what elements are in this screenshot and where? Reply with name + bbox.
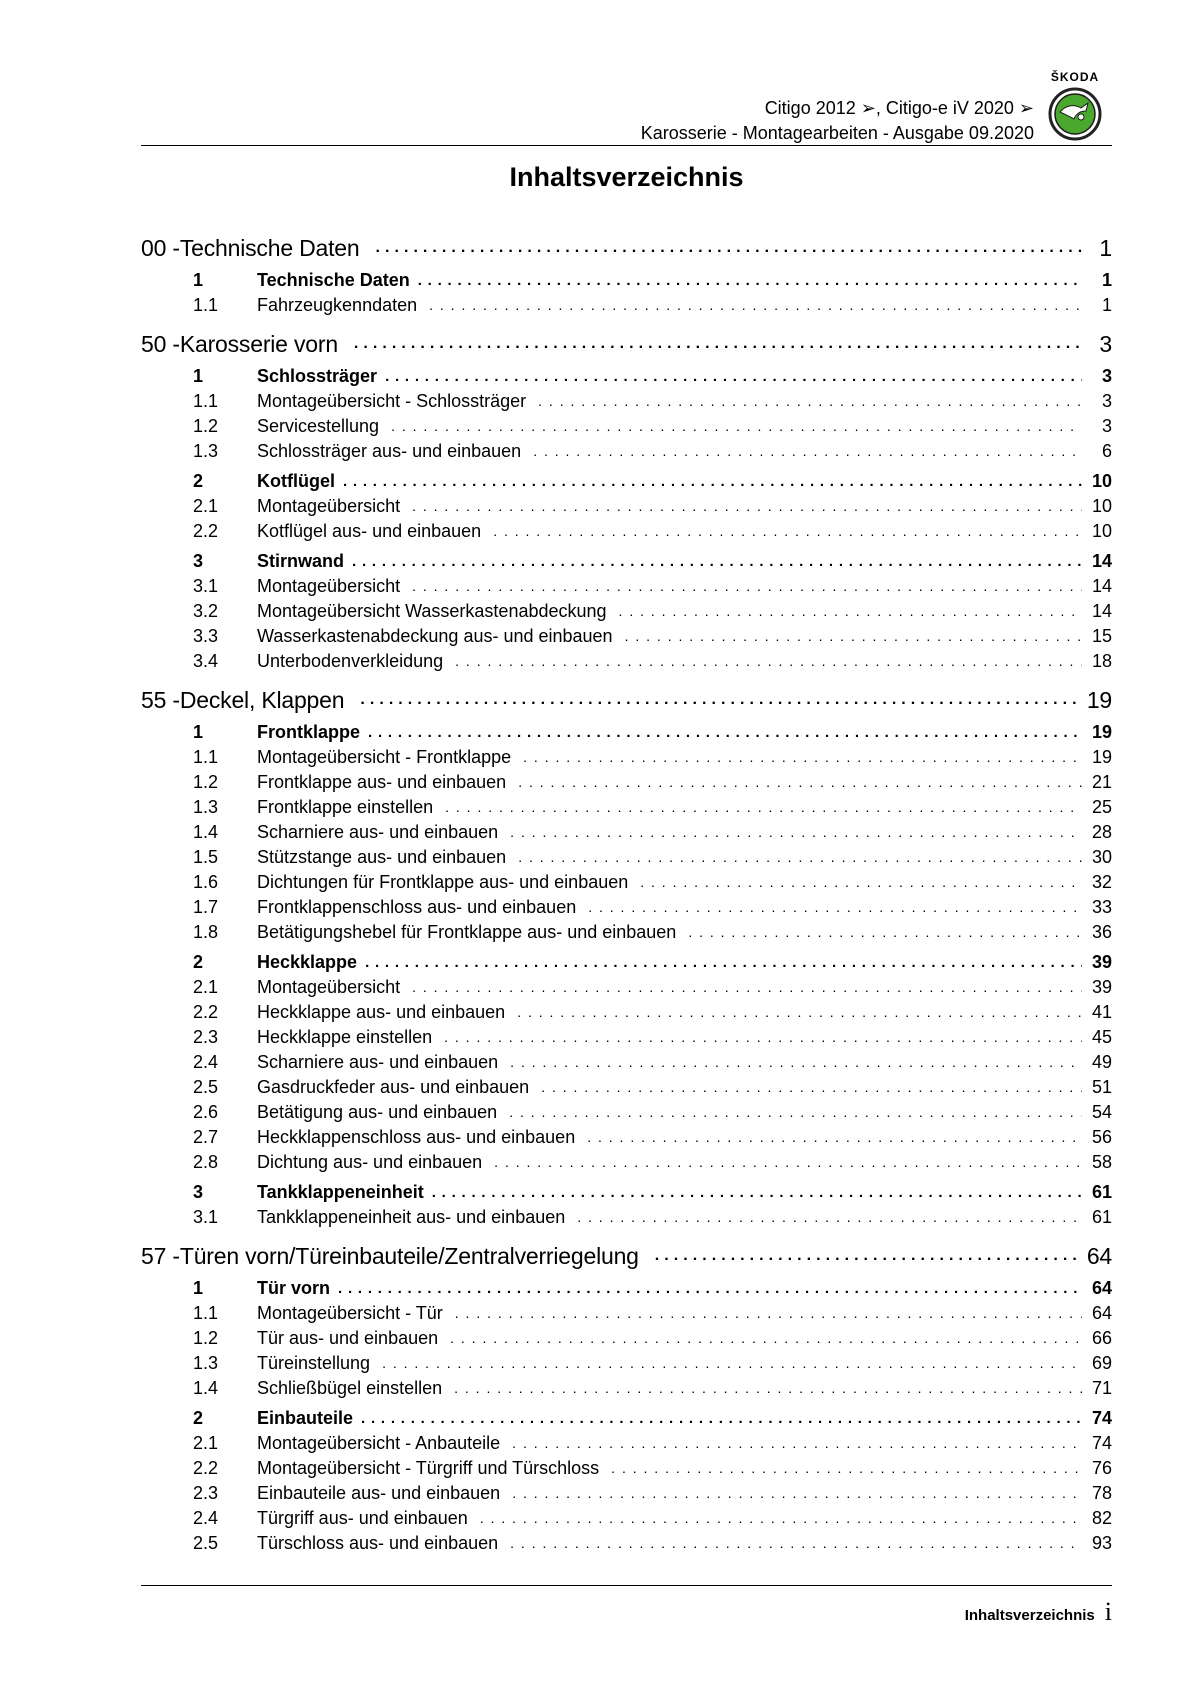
toc-entry-title: Technische Daten — [179, 235, 360, 261]
toc-entry-number: 2.4 — [193, 1508, 219, 1528]
toc-entry-page: 32 — [1091, 872, 1112, 892]
toc-entry-number: 1.5 — [193, 847, 219, 867]
toc-section[interactable] — [141, 268, 1112, 293]
toc-entry-number: 2.3 — [193, 1483, 219, 1503]
toc-section[interactable] — [141, 1276, 1112, 1301]
toc-entry-number: 50 - — [141, 331, 180, 357]
toc-entry-page: 49 — [1091, 1052, 1112, 1072]
toc-section[interactable] — [141, 950, 1112, 975]
toc-entry-number: 00 - — [141, 235, 180, 261]
toc-subsection[interactable] — [141, 1125, 1112, 1150]
toc-entry-title: Deckel, Klappen — [179, 687, 345, 713]
brand-wordmark: ŠKODA — [1050, 70, 1100, 84]
toc-entry-title: Einbauteile — [257, 1408, 354, 1428]
toc-leader-dots — [360, 720, 1082, 745]
toc-entry-page: 51 — [1091, 1077, 1112, 1097]
toc-chapter[interactable] — [141, 228, 1112, 268]
header-vehicle-line: Citigo 2012 ➢, Citigo-e iV 2020 ➢ — [764, 98, 1034, 118]
toc-leader-dots — [433, 795, 1082, 820]
toc-entry-title: Kotflügel aus- und einbauen — [257, 521, 482, 541]
toc-subsection[interactable] — [141, 624, 1112, 649]
toc-leader-dots — [505, 1000, 1082, 1025]
toc-entry-title: Türen vorn/Türeinbauteile/Zentralverriegelung — [179, 1243, 639, 1269]
toc-subsection[interactable] — [141, 820, 1112, 845]
toc-entry-title: Montageübersicht — [257, 576, 401, 596]
toc-subsection[interactable] — [141, 1481, 1112, 1506]
toc-entry-page: 28 — [1091, 822, 1112, 842]
toc-leader-dots — [353, 1406, 1082, 1431]
header-manual-line: Karosserie - Montagearbeiten - Ausgabe 09.2020 — [640, 123, 1034, 143]
toc-subsection[interactable] — [141, 1025, 1112, 1050]
toc-leader-dots — [432, 1025, 1082, 1050]
toc-entry-number: 2.3 — [193, 1027, 219, 1047]
toc-entry-page: 54 — [1091, 1102, 1112, 1122]
toc-entry-page: 19 — [1086, 687, 1112, 713]
toc-subsection[interactable] — [141, 1431, 1112, 1456]
toc-entry-page: 74 — [1091, 1408, 1112, 1428]
toc-entry-number: 2 — [193, 1408, 204, 1428]
toc-entry-number: 57 - — [141, 1243, 180, 1269]
toc-entry-number: 3.1 — [193, 576, 219, 596]
toc-leader-dots — [359, 228, 1082, 268]
toc-entry-title: Montageübersicht — [257, 496, 401, 516]
toc-subsection[interactable] — [141, 439, 1112, 464]
toc-section[interactable] — [141, 720, 1112, 745]
toc-subsection[interactable] — [141, 1531, 1112, 1556]
toc-entry-page: 61 — [1091, 1182, 1112, 1202]
toc-leader-dots — [521, 439, 1082, 464]
toc-entry-page: 78 — [1091, 1483, 1112, 1503]
toc-entry-title: Unterbodenverkleidung — [257, 651, 444, 671]
toc-entry-number: 3.4 — [193, 651, 219, 671]
toc-entry-number: 2.5 — [193, 1533, 219, 1553]
toc-subsection[interactable] — [141, 845, 1112, 870]
toc-entry-page: 45 — [1091, 1027, 1112, 1047]
toc-subsection[interactable] — [141, 519, 1112, 544]
toc-entry-title: Scharniere aus- und einbauen — [257, 822, 499, 842]
toc-entry-number: 1.7 — [193, 897, 219, 917]
toc-subsection[interactable] — [141, 1050, 1112, 1075]
toc-leader-dots — [357, 950, 1082, 975]
toc-entry-title: Montageübersicht - Tür — [257, 1303, 443, 1323]
toc-leader-dots — [468, 1506, 1082, 1531]
toc-entry-page: 3 — [1101, 416, 1112, 436]
toc-subsection[interactable] — [141, 770, 1112, 795]
toc-entry-number: 2.4 — [193, 1052, 219, 1072]
toc-leader-dots — [506, 770, 1082, 795]
toc-entry-page: 82 — [1091, 1508, 1112, 1528]
toc-entry-title: Türgriff aus- und einbauen — [257, 1508, 468, 1528]
toc-leader-dots — [370, 1351, 1082, 1376]
toc-section[interactable] — [141, 469, 1112, 494]
toc-leader-dots — [379, 414, 1082, 439]
toc-entry-page: 39 — [1091, 977, 1112, 997]
toc-chapter[interactable] — [141, 324, 1112, 364]
toc-entry-page: 10 — [1091, 471, 1112, 491]
toc-subsection[interactable] — [141, 920, 1112, 945]
toc-entry-title: Dichtungen für Frontklappe aus- und einbauen — [257, 872, 629, 892]
toc-entry-page: 64 — [1091, 1303, 1112, 1323]
toc-chapter[interactable] — [141, 680, 1112, 720]
toc-entry-number: 3.2 — [193, 601, 219, 621]
toc-entry-page: 6 — [1101, 441, 1112, 461]
toc-subsection[interactable] — [141, 795, 1112, 820]
toc-subsection[interactable] — [141, 1376, 1112, 1401]
toc-entry-title: Frontklappe einstellen — [257, 797, 434, 817]
toc-leader-dots — [500, 1431, 1082, 1456]
toc-entry-page: 61 — [1091, 1207, 1112, 1227]
toc-leader-dots — [498, 1050, 1082, 1075]
footer-rule — [141, 1585, 1112, 1586]
toc-entry-title: Karosserie vorn — [179, 331, 338, 357]
toc-leader-dots — [565, 1205, 1082, 1230]
toc-leader-dots — [443, 1301, 1082, 1326]
toc-subsection[interactable] — [141, 1326, 1112, 1351]
toc-entry-page: 10 — [1091, 496, 1112, 516]
toc-entry-title: Schlossträger aus- und einbauen — [257, 441, 522, 461]
toc-entry-number: 2.7 — [193, 1127, 219, 1147]
toc-entry-page: 1 — [1101, 295, 1112, 315]
toc-leader-dots — [338, 324, 1082, 364]
toc-subsection[interactable] — [141, 1301, 1112, 1326]
toc-entry-title: Heckklappe — [257, 952, 358, 972]
toc-entry-page: 33 — [1091, 897, 1112, 917]
toc-leader-dots — [575, 1125, 1082, 1150]
toc-entry-title: Montageübersicht — [257, 977, 401, 997]
toc-leader-dots — [400, 494, 1082, 519]
toc-entry-title: Schlossträger — [257, 366, 378, 386]
toc-subsection[interactable] — [141, 1000, 1112, 1025]
toc-entry-page: 1 — [1101, 270, 1112, 290]
toc-entry-page: 1 — [1099, 235, 1112, 261]
toc-leader-dots — [481, 519, 1082, 544]
table-of-contents — [141, 228, 1112, 1556]
toc-leader-dots — [529, 1075, 1082, 1100]
toc-entry-page: 19 — [1091, 722, 1112, 742]
toc-leader-dots — [344, 680, 1082, 720]
toc-entry-number: 2.8 — [193, 1152, 219, 1172]
toc-entry-title: Technische Daten — [257, 270, 410, 290]
toc-subsection[interactable] — [141, 745, 1112, 770]
toc-entry-page: 15 — [1091, 626, 1112, 646]
toc-entry-number: 1.1 — [193, 295, 219, 315]
toc-entry-title: Montageübersicht - Frontklappe — [257, 747, 512, 767]
toc-entry-number: 1 — [193, 366, 204, 386]
toc-subsection[interactable] — [141, 1205, 1112, 1230]
toc-subsection[interactable] — [141, 574, 1112, 599]
toc-entry-title: Frontklappe aus- und einbauen — [257, 772, 507, 792]
toc-entry-number: 1.2 — [193, 1328, 219, 1348]
toc-entry-number: 1.4 — [193, 1378, 219, 1398]
toc-subsection[interactable] — [141, 1075, 1112, 1100]
toc-leader-dots — [628, 870, 1082, 895]
toc-entry-number: 1.4 — [193, 822, 219, 842]
toc-subsection[interactable] — [141, 414, 1112, 439]
toc-entry-page: 71 — [1091, 1378, 1112, 1398]
toc-leader-dots — [377, 364, 1082, 389]
toc-leader-dots — [639, 1236, 1082, 1276]
toc-leader-dots — [330, 1276, 1082, 1301]
toc-entry-title: Scharniere aus- und einbauen — [257, 1052, 499, 1072]
toc-section[interactable] — [141, 1406, 1112, 1431]
toc-entry-title: Betätigung aus- und einbauen — [257, 1102, 498, 1122]
toc-entry-page: 30 — [1091, 847, 1112, 867]
toc-entry-title: Heckklappenschloss aus- und einbauen — [257, 1127, 576, 1147]
toc-entry-number: 2.5 — [193, 1077, 219, 1097]
footer-label: Inhaltsverzeichnis — [964, 1607, 1095, 1624]
toc-entry-title: Stützstange aus- und einbauen — [257, 847, 507, 867]
toc-entry-number: 2.2 — [193, 521, 219, 541]
toc-entry-title: Montageübersicht - Türgriff und Türschloss — [257, 1458, 600, 1478]
toc-leader-dots — [417, 293, 1082, 318]
toc-leader-dots — [442, 1376, 1082, 1401]
toc-entry-title: Montageübersicht - Schlossträger — [257, 391, 527, 411]
toc-entry-number: 2.1 — [193, 1433, 219, 1453]
page-title: Inhaltsverzeichnis — [509, 162, 744, 192]
toc-entry-page: 66 — [1091, 1328, 1112, 1348]
toc-entry-number: 2.6 — [193, 1102, 219, 1122]
toc-leader-dots — [344, 549, 1082, 574]
toc-entry-number: 2.1 — [193, 977, 219, 997]
page-header — [141, 66, 1112, 146]
toc-section[interactable] — [141, 549, 1112, 574]
toc-subsection[interactable] — [141, 895, 1112, 920]
toc-leader-dots — [497, 1100, 1082, 1125]
toc-leader-dots — [443, 649, 1082, 674]
toc-leader-dots — [676, 920, 1082, 945]
toc-entry-title: Heckklappe aus- und einbauen — [257, 1002, 506, 1022]
toc-entry-number: 1.2 — [193, 416, 219, 436]
toc-subsection[interactable] — [141, 599, 1112, 624]
header-text — [641, 96, 1034, 146]
toc-subsection[interactable] — [141, 1456, 1112, 1481]
toc-leader-dots — [400, 975, 1082, 1000]
toc-entry-title: Tür aus- und einbauen — [257, 1328, 439, 1348]
toc-entry-page: 58 — [1091, 1152, 1112, 1172]
toc-subsection[interactable] — [141, 1100, 1112, 1125]
toc-subsection[interactable] — [141, 1351, 1112, 1376]
toc-entry-page: 21 — [1091, 772, 1112, 792]
toc-entry-title: Dichtung aus- und einbauen — [257, 1152, 483, 1172]
toc-leader-dots — [576, 895, 1082, 920]
toc-subsection[interactable] — [141, 293, 1112, 318]
toc-entry-page: 76 — [1091, 1458, 1112, 1478]
toc-entry-title: Gasdruckfeder aus- und einbauen — [257, 1077, 530, 1097]
toc-entry-number: 2.2 — [193, 1002, 219, 1022]
toc-entry-number: 1 — [193, 270, 204, 290]
toc-entry-number: 1.6 — [193, 872, 219, 892]
toc-subsection[interactable] — [141, 975, 1112, 1000]
toc-leader-dots — [438, 1326, 1082, 1351]
toc-entry-number: 3 — [193, 1182, 204, 1202]
toc-entry-page: 10 — [1091, 521, 1112, 541]
toc-entry-page: 93 — [1091, 1533, 1112, 1553]
toc-entry-number: 3.1 — [193, 1207, 219, 1227]
toc-entry-page: 25 — [1091, 797, 1112, 817]
toc-leader-dots — [410, 268, 1082, 293]
toc-entry-number: 1.8 — [193, 922, 219, 942]
toc-entry-number: 1.3 — [193, 1353, 219, 1373]
toc-entry-title: Fahrzeugkenndaten — [257, 295, 418, 315]
page-footer — [965, 1597, 1112, 1627]
toc-entry-page: 39 — [1091, 952, 1112, 972]
toc-subsection[interactable] — [141, 870, 1112, 895]
toc-subsection[interactable] — [141, 389, 1112, 414]
toc-entry-title: Tankklappeneinheit — [257, 1182, 424, 1202]
toc-section[interactable] — [141, 1180, 1112, 1205]
header-rule — [141, 145, 1112, 146]
toc-entry-title: Schließbügel einstellen — [257, 1378, 443, 1398]
toc-chapter[interactable] — [141, 1236, 1112, 1276]
toc-leader-dots — [400, 574, 1082, 599]
toc-leader-dots — [482, 1150, 1082, 1175]
toc-entry-title: Tankklappeneinheit aus- und einbauen — [257, 1207, 566, 1227]
toc-entry-number: 1.1 — [193, 747, 219, 767]
toc-entry-page: 19 — [1091, 747, 1112, 767]
toc-entry-page: 18 — [1091, 651, 1112, 671]
brand-logo — [1043, 70, 1107, 141]
toc-entry-title: Tür vorn — [257, 1278, 331, 1298]
toc-entry-title: Wasserkastenabdeckung aus- und einbauen — [257, 626, 613, 646]
toc-entry-page: 41 — [1091, 1002, 1112, 1022]
toc-entry-title: Kotflügel — [257, 471, 335, 491]
toc-entry-page: 56 — [1091, 1127, 1112, 1147]
footer-page-number: i — [1104, 1597, 1112, 1626]
toc-entry-page: 14 — [1091, 576, 1112, 596]
toc-entry-number: 3 — [193, 551, 204, 571]
toc-entry-title: Einbauteile aus- und einbauen — [257, 1483, 501, 1503]
toc-leader-dots — [506, 845, 1082, 870]
toc-entry-title: Montageübersicht Wasserkastenabdeckung — [257, 601, 607, 621]
toc-leader-dots — [526, 389, 1082, 414]
toc-entry-number: 2 — [193, 952, 204, 972]
toc-entry-title: Montageübersicht - Anbauteile — [257, 1433, 501, 1453]
toc-entry-number: 1 — [193, 722, 204, 742]
toc-leader-dots — [335, 469, 1082, 494]
toc-leader-dots — [613, 624, 1082, 649]
toc-entry-title: Stirnwand — [257, 551, 345, 571]
toc-entry-page: 14 — [1091, 551, 1112, 571]
toc-entry-number: 55 - — [141, 687, 180, 713]
toc-entry-title: Türeinstellung — [257, 1353, 371, 1373]
toc-entry-title: Betätigungshebel für Frontklappe aus- und einbauen — [257, 922, 677, 942]
toc-entry-title: Frontklappe — [257, 722, 361, 742]
toc-subsection[interactable] — [141, 1506, 1112, 1531]
toc-entry-number: 2.2 — [193, 1458, 219, 1478]
toc-entry-page: 64 — [1086, 1243, 1112, 1269]
toc-entry-number: 1.1 — [193, 1303, 219, 1323]
toc-entry-page: 3 — [1101, 366, 1112, 386]
toc-entry-number: 2.1 — [193, 496, 219, 516]
toc-entry-title: Servicestellung — [257, 416, 380, 436]
toc-leader-dots — [498, 1531, 1082, 1556]
toc-leader-dots — [500, 1481, 1082, 1506]
toc-entry-number: 1.3 — [193, 797, 219, 817]
toc-leader-dots — [498, 820, 1082, 845]
toc-leader-dots — [599, 1456, 1082, 1481]
toc-entry-title: Türschloss aus- und einbauen — [257, 1533, 499, 1553]
toc-entry-number: 1.1 — [193, 391, 219, 411]
toc-entry-number: 1 — [193, 1278, 204, 1298]
toc-subsection[interactable] — [141, 1150, 1112, 1175]
toc-leader-dots — [424, 1180, 1082, 1205]
toc-entry-title: Frontklappenschloss aus- und einbauen — [257, 897, 577, 917]
toc-entry-number: 3.3 — [193, 626, 219, 646]
toc-entry-page: 3 — [1101, 391, 1112, 411]
toc-entry-page: 36 — [1091, 922, 1112, 942]
toc-entry-page: 3 — [1099, 331, 1112, 357]
toc-entry-number: 1.2 — [193, 772, 219, 792]
toc-subsection[interactable] — [141, 649, 1112, 674]
toc-entry-page: 69 — [1091, 1353, 1112, 1373]
toc-entry-page: 14 — [1091, 601, 1112, 621]
toc-entry-page: 74 — [1091, 1433, 1112, 1453]
toc-section[interactable] — [141, 364, 1112, 389]
skoda-logo-icon — [1048, 87, 1102, 141]
toc-entry-page: 64 — [1091, 1278, 1112, 1298]
toc-subsection[interactable] — [141, 494, 1112, 519]
toc-entry-number: 2 — [193, 471, 204, 491]
toc-leader-dots — [511, 745, 1082, 770]
toc-entry-title: Heckklappe einstellen — [257, 1027, 433, 1047]
toc-leader-dots — [607, 599, 1082, 624]
toc-entry-number: 1.3 — [193, 441, 219, 461]
